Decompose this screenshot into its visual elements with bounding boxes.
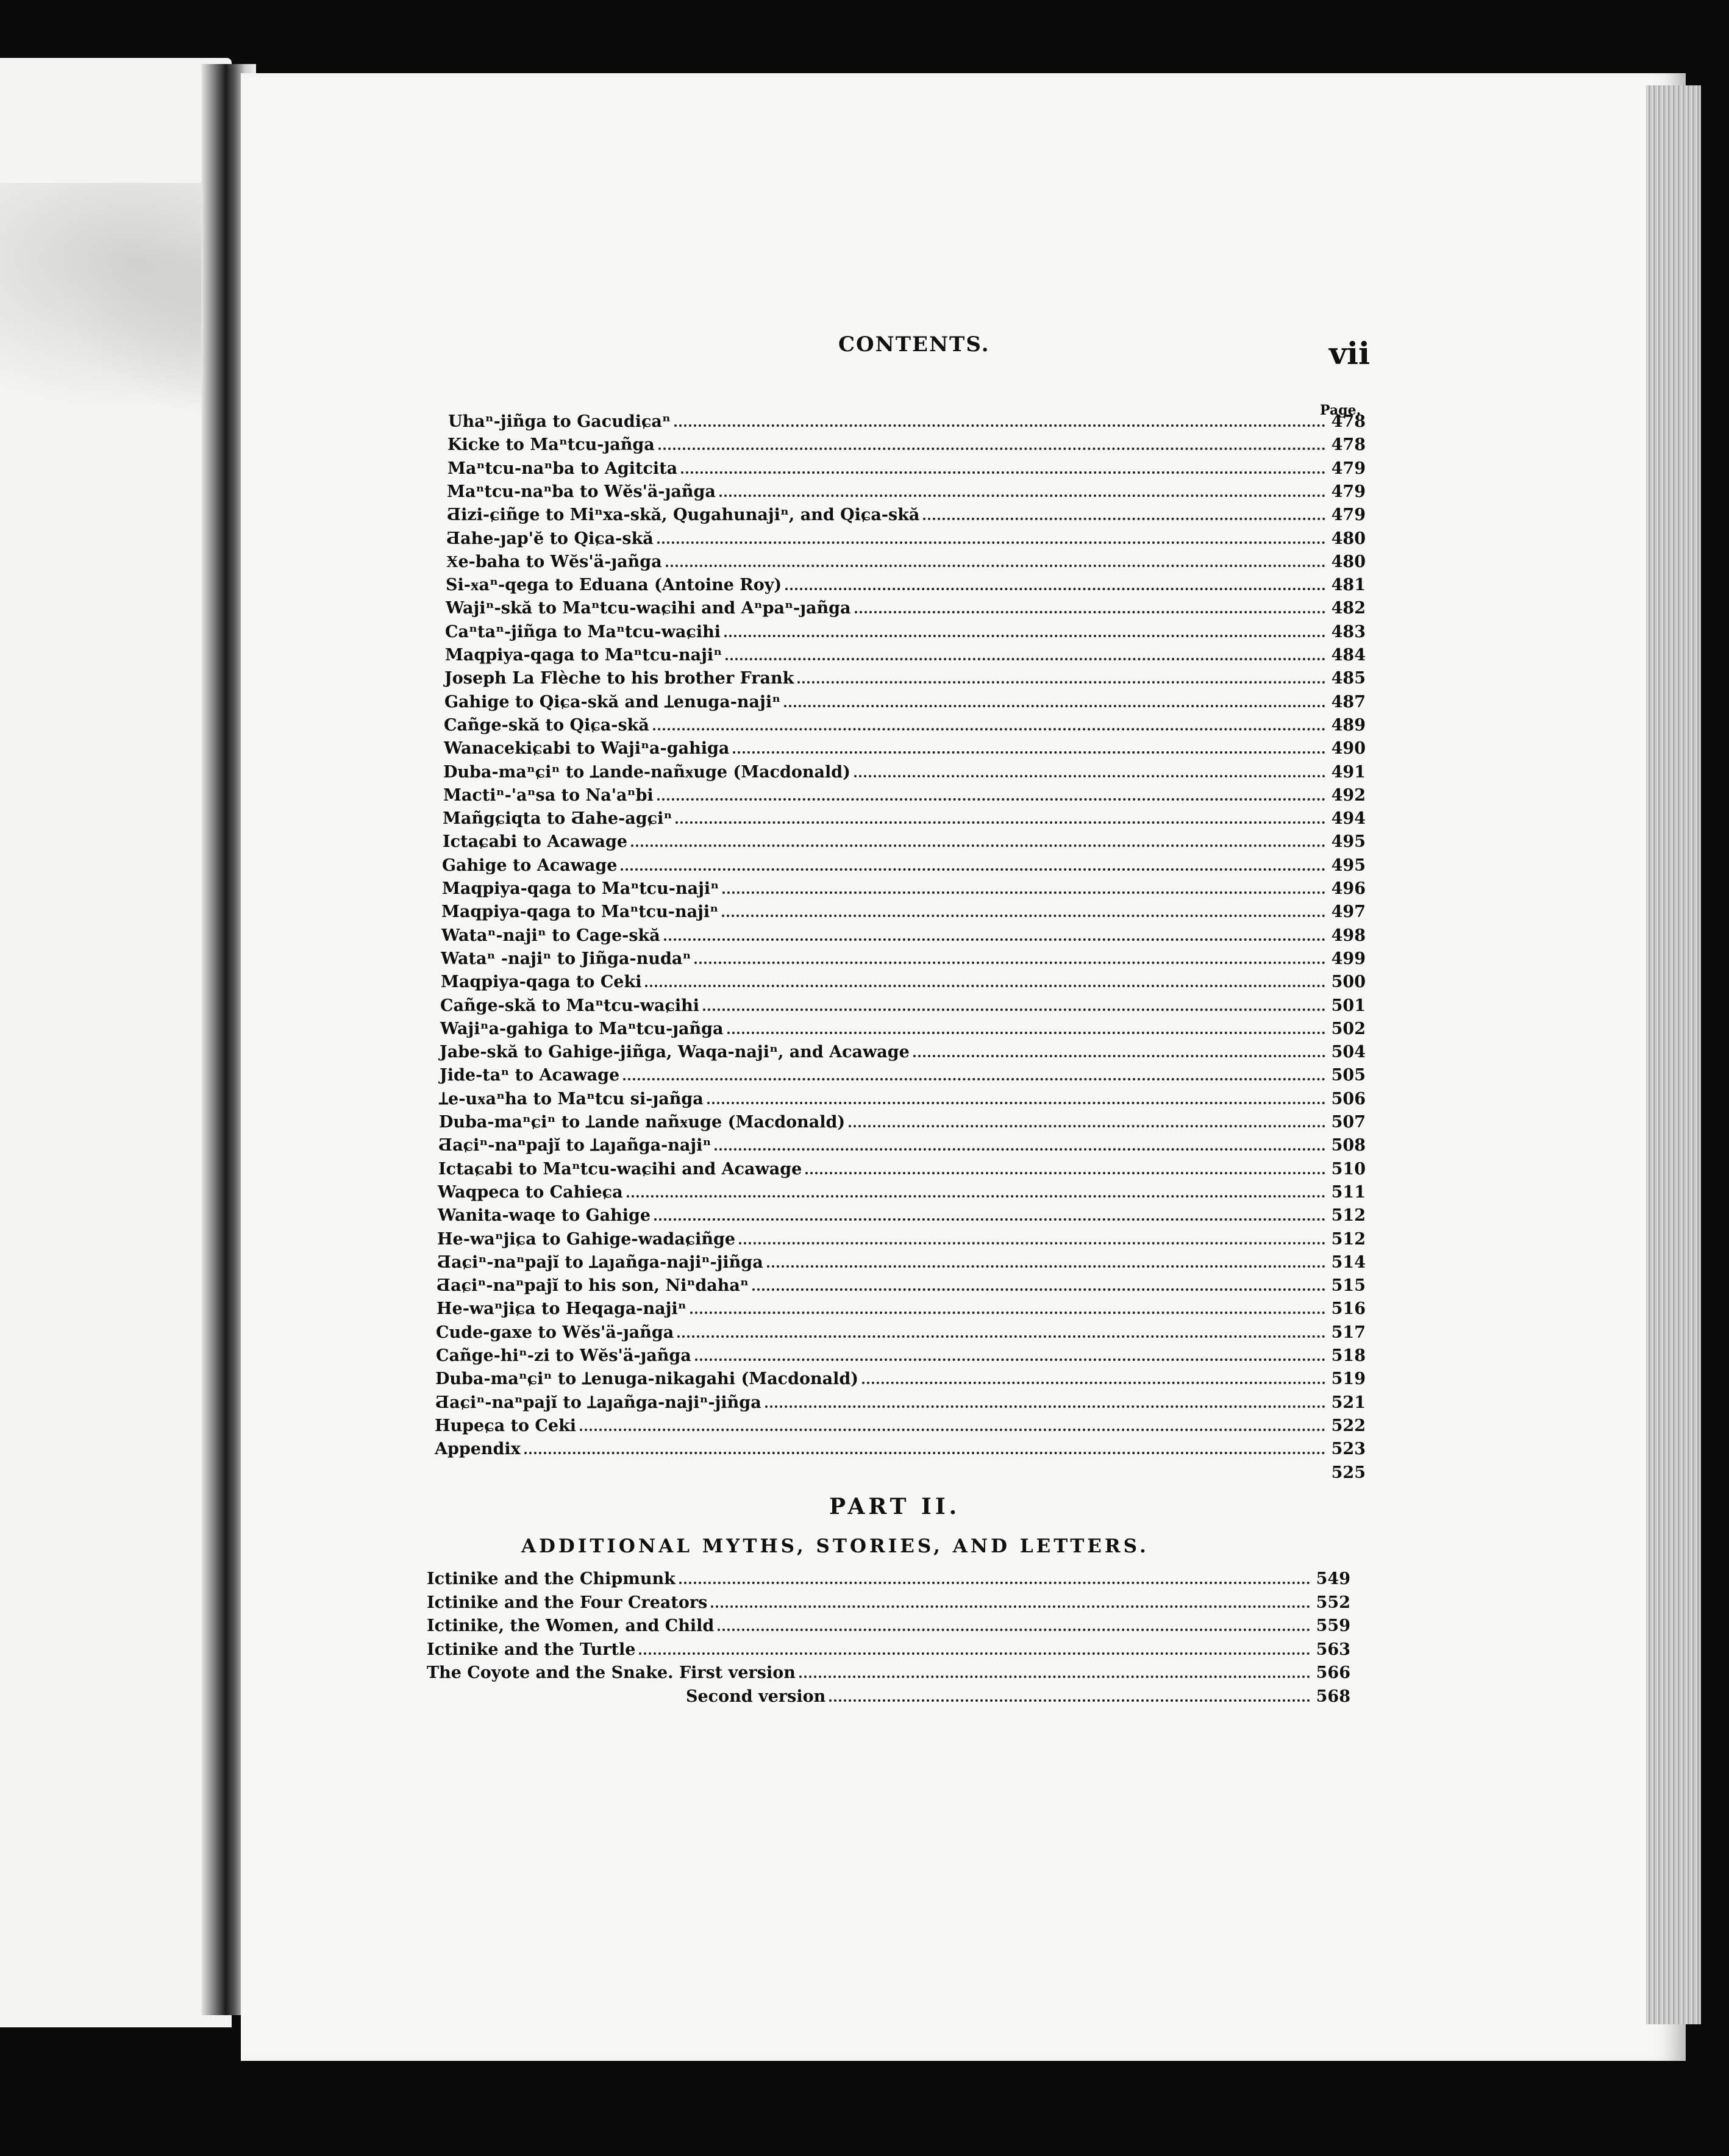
dot-leader [718, 1614, 1310, 1631]
toc-entry-page: 523 [1331, 1440, 1366, 1459]
toc-entry-page: 479 [1331, 505, 1366, 525]
toc-entry-page: 563 [1316, 1640, 1350, 1659]
toc-entry-title: Ƌaɕiⁿ-naⁿpajĭ to Ʇaȷañga-najiⁿ [438, 1136, 711, 1155]
toc-entry-page: 489 [1331, 715, 1366, 735]
dot-leader [703, 994, 1325, 1011]
toc-entry [427, 1591, 1350, 1614]
toc-entry [435, 1414, 1366, 1437]
dot-leader [681, 457, 1325, 474]
dot-leader [631, 830, 1325, 847]
toc-entry [443, 807, 1366, 830]
toc-entry [444, 713, 1366, 737]
toc-entry-title: Maⁿtcu-naⁿba to Wĕs'ä-ȷañga [447, 482, 716, 501]
toc-entry [439, 1110, 1366, 1133]
toc-entry [447, 457, 1366, 480]
toc-entry-page: 518 [1331, 1346, 1366, 1365]
toc-entry-title: Waqpeca to Cahieɕa [438, 1182, 623, 1202]
toc-entry [435, 1437, 1366, 1460]
toc-entry [441, 924, 1366, 947]
dot-leader [719, 480, 1325, 497]
toc-entry [435, 1367, 1366, 1390]
toc-entry [438, 1204, 1366, 1227]
dot-leader [829, 1685, 1310, 1702]
page-column-label: Page. [1320, 402, 1361, 418]
dot-leader [765, 1391, 1325, 1408]
toc-entry-title: Duba-maⁿɕiⁿ to Ʇande-nañӿuge (Macdonald) [443, 762, 850, 782]
dot-leader [677, 1321, 1325, 1338]
toc-entry-page: 498 [1331, 926, 1366, 945]
toc-entry-page: 484 [1331, 646, 1366, 665]
toc-entry-title: Joseph La Flèche to his brother Frank [444, 669, 794, 688]
toc-entry [440, 994, 1366, 1017]
dot-leader [784, 690, 1325, 707]
toc-entry-title: Duba-maⁿɕiⁿ to Ʇande nañӿuge (Macdonald) [439, 1113, 846, 1132]
page-edge [1646, 85, 1701, 2024]
dot-leader [849, 1110, 1325, 1127]
toc-entry-page: 491 [1331, 762, 1366, 782]
toc-entry-page: 522 [1331, 1416, 1366, 1435]
part-heading: PART II. [829, 1494, 961, 1519]
toc-entry [442, 854, 1366, 877]
toc-entry-title: Maqpiya-qaga to Ceki [441, 973, 642, 992]
toc-entry [437, 1251, 1366, 1274]
toc-entry-page: 505 [1331, 1066, 1366, 1085]
toc-entry-page: 508 [1331, 1136, 1366, 1155]
toc-entry-title: Ӿe-baha to Wĕs'ä-ȷañga [446, 552, 662, 571]
dot-leader [694, 947, 1325, 964]
toc-entry-page: 512 [1331, 1206, 1366, 1226]
toc-entry-page: 482 [1331, 599, 1366, 618]
toc-entry-page: 483 [1331, 622, 1366, 641]
dot-leader [676, 807, 1325, 824]
toc-entry-title: Wanita-waqe to Gahige [438, 1206, 651, 1226]
toc-entry-title: Wataⁿ-najiⁿ to Cage-skă [441, 926, 660, 945]
dot-leader [621, 854, 1325, 871]
toc-entry-title: Ƌaɕiⁿ-naⁿpajĭ to Ʇaȷañga-najiⁿ-jiñga [437, 1252, 763, 1272]
toc-entry [440, 1063, 1366, 1087]
toc-entry [445, 620, 1366, 643]
dot-leader [722, 900, 1325, 917]
toc-entry-page: 559 [1316, 1616, 1350, 1635]
toc-entry-title: Cañge-hiⁿ-zi to Wĕs'ä-ȷañga [436, 1346, 691, 1365]
toc-entry-page: 510 [1331, 1159, 1366, 1179]
toc-entry [438, 1133, 1366, 1157]
toc-entry-page: 497 [1331, 902, 1366, 922]
toc-entry [441, 947, 1366, 970]
toc-entry [444, 690, 1366, 713]
dot-leader [855, 596, 1326, 613]
toc-entry [443, 830, 1366, 853]
dot-leader [725, 643, 1325, 660]
toc-entry-title: Maqpiya-qaga to Maⁿtcu-najiⁿ [441, 902, 719, 922]
toc-entry [434, 1461, 1366, 1484]
dot-leader [664, 924, 1325, 941]
toc-entry-page: 494 [1331, 809, 1366, 829]
toc-entry-title: Ƌaɕiⁿ-naⁿpajĭ to Ʇaȷañga-najiⁿ-jiñga [435, 1393, 761, 1412]
toc-entry-title: Ʇe-uӿaⁿha to Maⁿtcu si-ȷañga [439, 1089, 704, 1108]
toc-entry-title: Cañge-skă to Maⁿtcu-waɕihi [440, 996, 700, 1015]
dot-leader [923, 503, 1325, 520]
toc-entry [446, 527, 1366, 550]
toc-entry [435, 1391, 1366, 1414]
dot-leader [524, 1437, 1325, 1454]
toc-entry-title: Hupeɕa to Ceki [435, 1416, 577, 1435]
toc-entry [427, 1567, 1350, 1590]
dot-leader [913, 1040, 1325, 1057]
toc-entry [442, 877, 1366, 900]
dot-leader [695, 1344, 1325, 1361]
toc-entry-title: Ictinike and the Four Creators [427, 1593, 708, 1612]
toc-entry [444, 666, 1366, 690]
dot-leader [715, 1133, 1325, 1151]
toc-entry-title: Ictinike and the Chipmunk [427, 1569, 676, 1588]
toc-entry-page: 521 [1331, 1393, 1366, 1412]
toc-entry [446, 573, 1366, 596]
toc-entry-page: 517 [1331, 1323, 1366, 1342]
folio: vii [1329, 335, 1371, 371]
toc-entry-title: Cude-gaxe to Wĕs'ä-ȷañga [436, 1323, 674, 1342]
toc-entry-page: 502 [1331, 1019, 1366, 1038]
dot-leader [862, 1367, 1325, 1384]
toc-entry-title: Maⁿtcu-naⁿba to Agitcita [447, 459, 678, 478]
toc-entry-title: Uhaⁿ-jiñga to Gacudiɕaⁿ [448, 412, 671, 431]
toc-entry-title: Gahige to Acawage [442, 855, 618, 875]
toc-entry [436, 1344, 1366, 1367]
toc-entry-title: Appendix [435, 1440, 521, 1459]
toc-entry-title: The Coyote and the Snake. First version [427, 1663, 796, 1682]
dot-leader [724, 620, 1325, 637]
part-subheading: ADDITIONAL MYTHS, STORIES, AND LETTERS. [521, 1535, 1149, 1557]
toc-entry-page: 479 [1331, 459, 1366, 478]
toc-entry-title: Mañgɕiqta to Ƌahe-agɕiⁿ [443, 809, 672, 829]
toc-entry-page: 525 [1331, 1463, 1366, 1482]
toc-entry-page: 478 [1331, 435, 1366, 455]
toc-entry [448, 410, 1366, 433]
toc-entry-title: Ictinike and the Turtle [427, 1640, 636, 1659]
dot-leader [653, 713, 1325, 730]
toc-entry [445, 643, 1366, 666]
toc-entry-title: Ƌaɕiⁿ-naⁿpajĭ to his son, Niⁿdahaⁿ [437, 1276, 749, 1296]
dot-leader [711, 1591, 1310, 1608]
dot-leader [657, 527, 1325, 544]
toc-entry-page: 519 [1331, 1369, 1366, 1389]
toc-entry-page: 549 [1316, 1569, 1350, 1588]
dot-leader [658, 433, 1325, 450]
toc-entry-title: Ƌahe-ȷap'ĕ to Qiɕa-skă [446, 529, 654, 548]
toc-entry-title: Jabe-skă to Gahige-jiñga, Waqa-najiⁿ, and Acawage [440, 1043, 910, 1062]
toc-entry-title: Ictaɕabi to Maⁿtcu-waɕihi and Acawage [438, 1159, 802, 1179]
toc-entry-title: Maqpiya-qaga to Maⁿtcu-najiⁿ [445, 646, 722, 665]
dot-leader [707, 1087, 1325, 1104]
toc-entry-title: Duba-maⁿɕiⁿ to Ʇenuga-nikagahi (Macdonald) [435, 1369, 858, 1389]
toc-entry-page: 514 [1331, 1252, 1366, 1272]
toc-entry-page: 515 [1331, 1276, 1366, 1296]
toc-entry-page: 500 [1331, 973, 1366, 992]
toc-entry-page: 568 [1316, 1687, 1350, 1706]
toc-entry-page: 552 [1316, 1593, 1350, 1612]
toc-entry [438, 1180, 1366, 1204]
toc-entry [437, 1297, 1366, 1320]
dot-leader [733, 737, 1325, 754]
running-head: CONTENTS. [838, 332, 990, 357]
toc-entry-title: Si-ӿaⁿ-qega to Eduana (Antoine Roy) [446, 576, 782, 595]
dot-leader [623, 1063, 1325, 1080]
toc-entry [447, 503, 1366, 526]
dot-leader [679, 1567, 1310, 1584]
toc-entry [440, 1040, 1366, 1063]
toc-entry [427, 1614, 1350, 1637]
toc-entry [427, 1661, 1350, 1684]
toc-entry-page: 487 [1331, 692, 1366, 712]
toc-entry-page: 492 [1331, 785, 1366, 805]
toc-entry-title: Gahige to Qiɕa-skă and Ʇenuga-najiⁿ [444, 692, 781, 712]
toc-entry-page: 506 [1331, 1089, 1366, 1108]
dot-leader [666, 550, 1325, 567]
toc-entry-page: 480 [1331, 552, 1366, 571]
toc-entry-page: 480 [1331, 529, 1366, 548]
dot-leader [797, 666, 1325, 684]
left-page [0, 58, 232, 2027]
toc-entry [439, 1087, 1366, 1110]
toc-entry-title: Cañge-skă to Qiɕa-skă [444, 715, 649, 735]
dot-leader [722, 877, 1325, 894]
dot-leader [752, 1274, 1325, 1291]
dot-leader [854, 760, 1325, 777]
toc-entry [437, 1274, 1366, 1297]
toc-entry-page: 501 [1331, 996, 1366, 1015]
toc-entry-page: 495 [1331, 832, 1366, 852]
toc-entry-title: Caⁿtaⁿ-jiñga to Maⁿtcu-waɕihi [445, 622, 721, 641]
dot-leader [654, 1204, 1325, 1221]
toc-entry [443, 784, 1366, 807]
toc-entry-title: He-waⁿjiɕa to Heqaga-najiⁿ [437, 1299, 686, 1319]
dot-leader [674, 410, 1325, 427]
toc-entry-title: He-waⁿjiɕa to Gahige-wadaɕiñge [437, 1229, 736, 1249]
toc-entry-title: Wajiⁿ-skă to Maⁿtcu-waɕihi and Aⁿpaⁿ-ȷañga [446, 599, 851, 618]
toc-entry-title: Second version [686, 1687, 826, 1706]
toc-entry-page: 511 [1331, 1182, 1366, 1202]
toc-entry-page: 490 [1331, 739, 1366, 759]
dot-leader [657, 784, 1325, 801]
toc-entry-page: 504 [1331, 1043, 1366, 1062]
toc-entry-title: Wanacekiɕabi to Wajiⁿa-gahiga [444, 739, 730, 759]
toc-entry [440, 1017, 1366, 1040]
toc-entry-page: 566 [1316, 1663, 1350, 1682]
toc-entry-title: Jide-taⁿ to Acawage [440, 1066, 620, 1085]
toc-entry-page: 507 [1331, 1113, 1366, 1132]
toc-entry [446, 550, 1366, 573]
toc-entry [441, 970, 1366, 993]
toc-entry-title: Mactiⁿ-'aⁿsa to Na'aⁿbi [443, 785, 654, 805]
toc-entry-title: Maqpiya-qaga to Maⁿtcu-najiⁿ [442, 879, 719, 898]
toc-entry [686, 1685, 1350, 1708]
dot-leader [767, 1251, 1325, 1268]
toc-entry [438, 1157, 1366, 1180]
toc-entry-page: 479 [1331, 482, 1366, 501]
dot-leader [639, 1638, 1310, 1655]
dot-leader [739, 1227, 1325, 1244]
toc-entry-title: Ƌizi-ɕiñge to Miⁿxa-skă, Qugahunajiⁿ, and Qiɕa-skă [447, 505, 920, 525]
toc-entry [444, 737, 1366, 760]
dot-leader [799, 1661, 1310, 1678]
toc-entry-page: 499 [1331, 949, 1366, 968]
toc-entry-title: Wataⁿ -najiⁿ to Jiñga-nudaⁿ [441, 949, 691, 968]
toc-entry [436, 1321, 1366, 1344]
toc-entry-title: Kicke to Maⁿtcu-ȷañga [447, 435, 655, 455]
toc-entry-page: 512 [1331, 1229, 1366, 1249]
toc-entry-title: Ictinike, the Women, and Child [427, 1616, 715, 1635]
toc-entry [427, 1638, 1350, 1661]
toc-entry-page: 496 [1331, 879, 1366, 898]
dot-leader [627, 1180, 1325, 1198]
toc-entry-title: Wajiⁿa-gahiga to Maⁿtcu-ȷañga [440, 1019, 724, 1038]
toc-entry-page: 516 [1331, 1299, 1366, 1319]
toc-entry-page: 481 [1331, 576, 1366, 595]
toc-entry [447, 433, 1366, 456]
toc-entry-title: Ictaɕabi to Acawage [443, 832, 628, 852]
toc-entry [441, 900, 1366, 923]
dot-leader [805, 1157, 1325, 1174]
toc-entry [446, 596, 1366, 619]
toc-entry-page: 485 [1331, 669, 1366, 688]
toc-entry-page: 495 [1331, 855, 1366, 875]
dot-leader [690, 1297, 1325, 1314]
toc-entry-page: 478 [1331, 412, 1366, 431]
toc-entry [437, 1227, 1366, 1251]
toc-entry [447, 480, 1366, 503]
dot-leader [645, 970, 1325, 987]
dot-leader [727, 1017, 1325, 1034]
dot-leader [785, 573, 1325, 590]
toc-entry [443, 760, 1366, 784]
dot-leader [580, 1414, 1325, 1431]
